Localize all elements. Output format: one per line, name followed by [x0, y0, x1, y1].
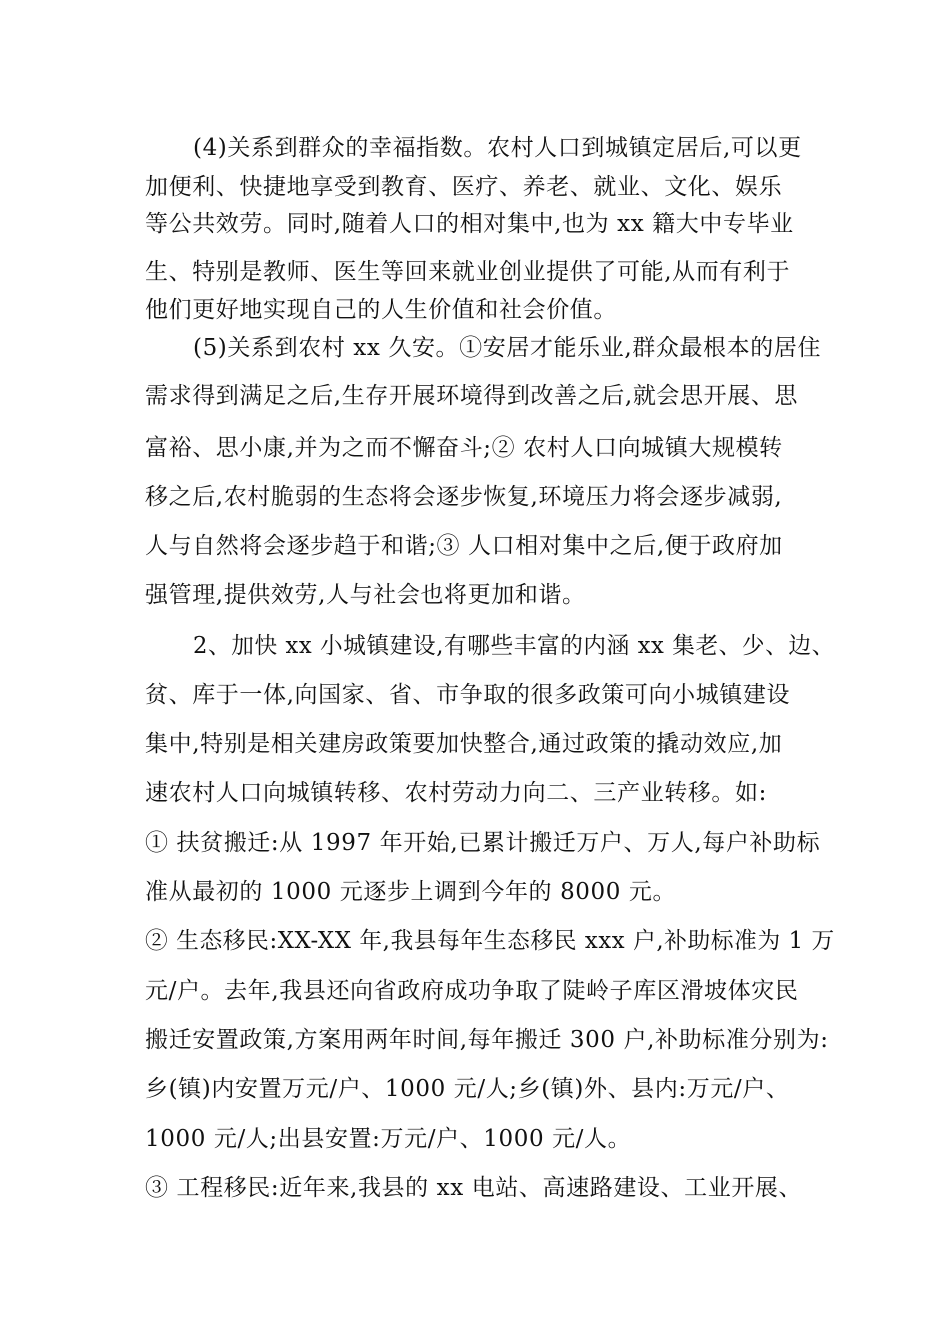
- item-2-line-1: ② 生态移民:XX-XX 年,我县每年生态移民 xxx 户,补助标准为 1 万: [145, 928, 835, 954]
- paragraph-4-line-4: 生、特别是教师、医生等回来就业创业提供了可能,从而有利于: [145, 259, 791, 285]
- paragraph-5-line-6: 强管理,提供效劳,人与社会也将更加和谐。: [145, 582, 586, 608]
- item-2-line-4: 乡(镇)内安置万元/户、1000 元/人;乡(镇)外、县内:万元/户、: [145, 1076, 790, 1102]
- paragraph-5-line-5: 人与自然将会逐步趋于和谐;③ 人口相对集中之后,便于政府加: [145, 533, 783, 559]
- paragraph-4-line-3: 等公共效劳。同时,随着人口的相对集中,也为 xx 籍大中专毕业: [145, 211, 794, 237]
- section-2-line-1: 2、加快 xx 小城镇建设,有哪些丰富的内涵 xx 集老、少、边、: [193, 633, 835, 659]
- item-2-line-5: 1000 元/人;出县安置:万元/户、1000 元/人。: [145, 1126, 632, 1152]
- section-2-line-2: 贫、库于一体,向国家、省、市争取的很多政策可向小城镇建设: [145, 682, 791, 708]
- paragraph-5-line-1: (5)关系到农村 xx 久安。①安居才能乐业,群众最根本的居住: [193, 335, 822, 361]
- paragraph-5-line-3: 富裕、思小康,并为之而不懈奋斗;② 农村人口向城镇大规模转: [145, 435, 783, 461]
- item-3-line-1: ③ 工程移民:近年来,我县的 xx 电站、高速路建设、工业开展、: [145, 1175, 803, 1201]
- item-2-line-3: 搬迁安置政策,方案用两年时间,每年搬迁 300 户,补助标准分别为:: [145, 1027, 829, 1053]
- item-1-line-2: 准从最初的 1000 元逐步上调到今年的 8000 元。: [145, 879, 677, 905]
- section-2-line-4: 速农村人口向城镇转移、农村劳动力向二、三产业转移。如:: [145, 780, 767, 806]
- paragraph-4-line-1: (4)关系到群众的幸福指数。农村人口到城镇定居后,可以更: [193, 135, 802, 161]
- item-2-line-2: 元/户。去年,我县还向省政府成功争取了陡岭子库区滑坡体灾民: [145, 978, 799, 1004]
- section-2-line-3: 集中,特别是相关建房政策要加快整合,通过政策的撬动效应,加: [145, 731, 783, 757]
- paragraph-4-line-5: 他们更好地实现自己的人生价值和社会价值。: [145, 297, 617, 323]
- paragraph-5-line-4: 移之后,农村脆弱的生态将会逐步恢复,环境压力将会逐步减弱,: [145, 484, 783, 510]
- paragraph-5-line-2: 需求得到满足之后,生存开展环境得到改善之后,就会思开展、思: [145, 383, 799, 409]
- item-1-line-1: ① 扶贫搬迁:从 1997 年开始,已累计搬迁万户、万人,每户补助标: [145, 830, 821, 856]
- paragraph-4-line-2: 加便利、快捷地享受到教育、医疗、养老、就业、文化、娱乐: [145, 174, 783, 200]
